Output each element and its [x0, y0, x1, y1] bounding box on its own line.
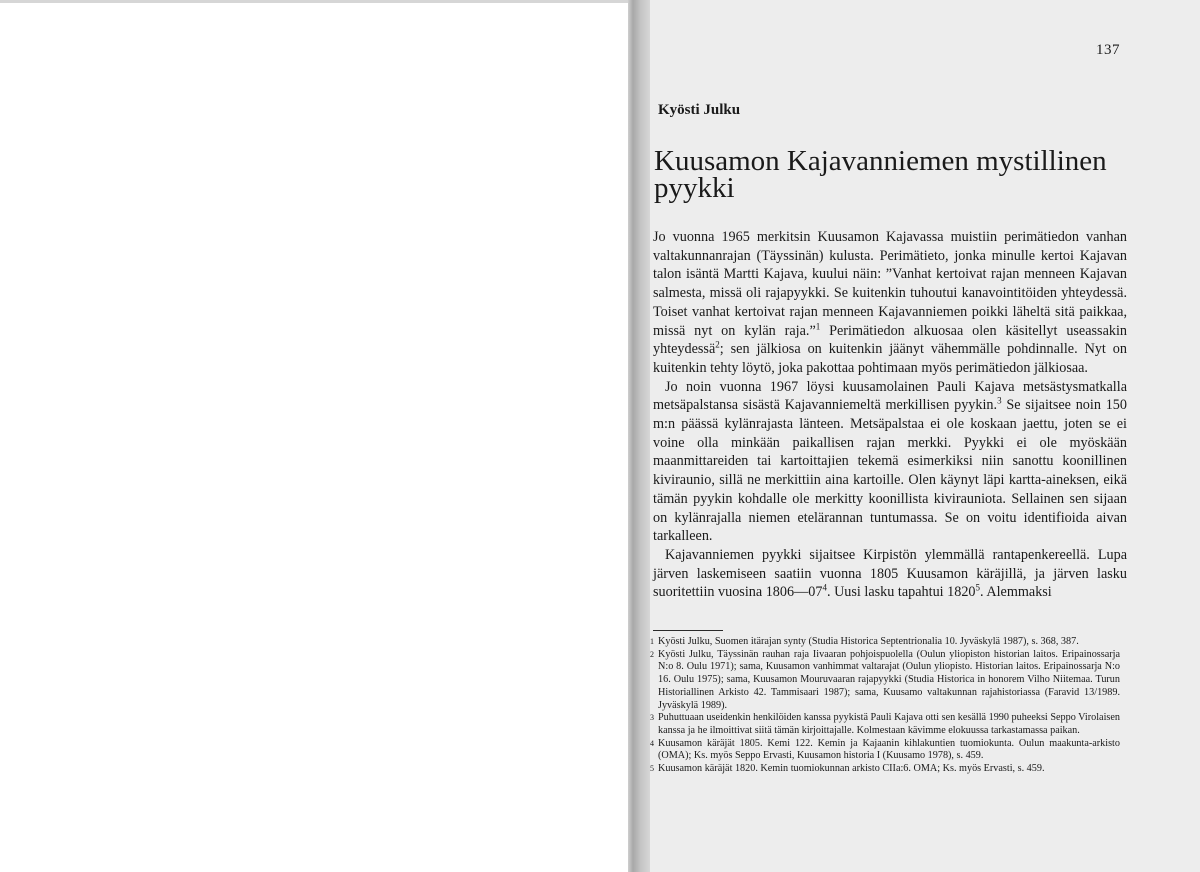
footnote — [650, 738, 1120, 763]
left-page-top-edge — [0, 0, 632, 3]
footnotes — [650, 636, 1120, 776]
article-author: Kyösti Julku — [658, 102, 741, 118]
page-number: 137 — [1096, 42, 1120, 58]
paragraph-text: . Alemmaksi — [980, 584, 1052, 601]
footnote — [650, 712, 1120, 737]
footnote-text: Kyösti Julku, Suomen itärajan synty (Studia Historica Septentrionalia 10. Jyväskylä 1987), s. 368, 387. — [658, 636, 1079, 647]
footnote-number: 1 — [650, 637, 654, 646]
footnote-number: 4 — [650, 738, 654, 748]
paragraph-text: Perimätiedon alkuosaa olen käsitellyt useassakin yhteydessä — [653, 322, 1127, 358]
footnote-text: Kuusamon käräjät 1820. Kemin tuomiokunnan arkisto CIIa:6. OMA; Ks. myös Ervasti, s. 459. — [658, 763, 1045, 775]
footnote-reference: 1 — [815, 320, 821, 331]
footnote-number: 3 — [650, 713, 654, 723]
article-body — [653, 228, 1127, 602]
body-paragraph — [653, 228, 1127, 378]
paragraph-text: Se sijaitsee noin 150 m:n päässä kylänrajasta länteen. Metsäpalstaa ei ole koskaan jaettu, joten se ei voine olla minkään paikallisen rajan merkki. Pyykki ei ole myöskään maanmittareiden tai kartoittajien tekemä esimerkiksi niin sanottu koonillinen kiviraunio, sillä ne merkittiin aina kartoille. Olen käynyt läpi kartta-aineksen, eikä tämän pyykin kohdalle ole merkitty koonillista kivirauniota. Sellainen sen sijaan on kylänrajalla niemen etelärannan tuntumassa. Se on voitu identifioida aivan tarkalleen. — [653, 397, 1127, 545]
article-title: Kuusamon Kajavanniemen mystillinen pyykki — [654, 145, 1107, 204]
footnote-reference: 4 — [822, 582, 827, 593]
body-paragraph — [653, 546, 1127, 602]
footnote-text: Puhuttuaan useidenkin henkilöiden kanssa pyykistä Pauli Kajava otti sen kesällä 1990 puheeksi Seppo Virolaisen kanssa ja he ilmoittivat siitä tämän kirjoittajalle. Kolmestaan kävimme elokuussa tarkastamassa paikan. — [658, 712, 1120, 736]
footnote-number: 2 — [650, 649, 654, 659]
footnote-text: Kuusamon käräjät 1805. Kemi 122. Kemin ja Kajaanin kihlakuntien tuomiokunta. Oulun maakunta-arkisto (OMA); Ks. myös Seppo Ervasti, Kuusamon historia I (Kuusamo 1978), s. 459. — [658, 737, 1120, 762]
footnote-reference: 2 — [715, 339, 720, 350]
paragraph-text: . Uusi lasku tapahtui 1820 — [826, 584, 976, 601]
footnote-reference: 3 — [997, 395, 1002, 406]
paragraph-text: Kajavanniemen pyykki sijaitsee Kirpistön ylemmällä rantapenkereellä. Lupa järven laskemiseen saatiin vuonna 1805 Kuusamon käräjillä, ja järven lasku suoritettiin vuosina 1806—07 — [653, 546, 1127, 601]
footnote — [650, 636, 1120, 649]
paragraph-text: ; sen jälkiosa on kuitenkin jäänyt vähemmälle pohdinnalle. Nyt on kuitenkin tehty löytö, joka pakottaa pohtimaan myös perimätiedon jälkiosaa. — [653, 341, 1127, 376]
footnote — [650, 649, 1120, 713]
footnote-separator — [653, 630, 723, 631]
body-paragraph — [653, 378, 1127, 546]
paragraph-text: Jo noin vuonna 1967 löysi kuusamolainen Pauli Kajava metsästysmatkalla metsäpalstansa sisästä Kajavanniemeltä merkillisen pyykin. — [653, 378, 1127, 414]
paragraph-text: Jo vuonna 1965 merkitsin Kuusamon Kajavassa muistiin perimätiedon vanhan valtakunnanrajan (Täyssinän) kulusta. Perimätieto, jonka minulle kertoi Kajavan talon isäntä Martti Kajava, kuului näin: ”Vanhat kertoivat rajan menneen Kajavan salmesta, missä oli rajapyykki. Se kuitenkin tuhoutui kanavointitöiden yhteydessä. Toiset vanhat kertoivat rajan menneen Kajavanniemen poikki läheltä sitä paikkaa, missä nyt on kylän raja.” — [653, 229, 1127, 339]
footnote — [650, 763, 1120, 776]
footnote-text: Kyösti Julku, Täyssinän rauhan raja Iivaaran pohjoispuolella (Oulun yliopiston historian laitos. Eripainossarja N:o 8. Oulu 1971); sama, Kuusamon vanhimmat valtarajat (Oulun yliopisto. Historian laitos. Eripainossarja N:o 16. Oulu 1975); sama, Kuusamon Mouruvaaran rajapyykki (Studia Historica in honorem Vilho Niitemaa. Turun Historiallinen Arkisto 42. Tammisaari 1987); sama, Kuusamo valtakunnan rajahistoriassa (Faravid 13/1989. Jyväskylä 1989). — [658, 648, 1120, 711]
footnote-number: 5 — [650, 764, 654, 774]
footnote-reference: 5 — [975, 582, 981, 593]
